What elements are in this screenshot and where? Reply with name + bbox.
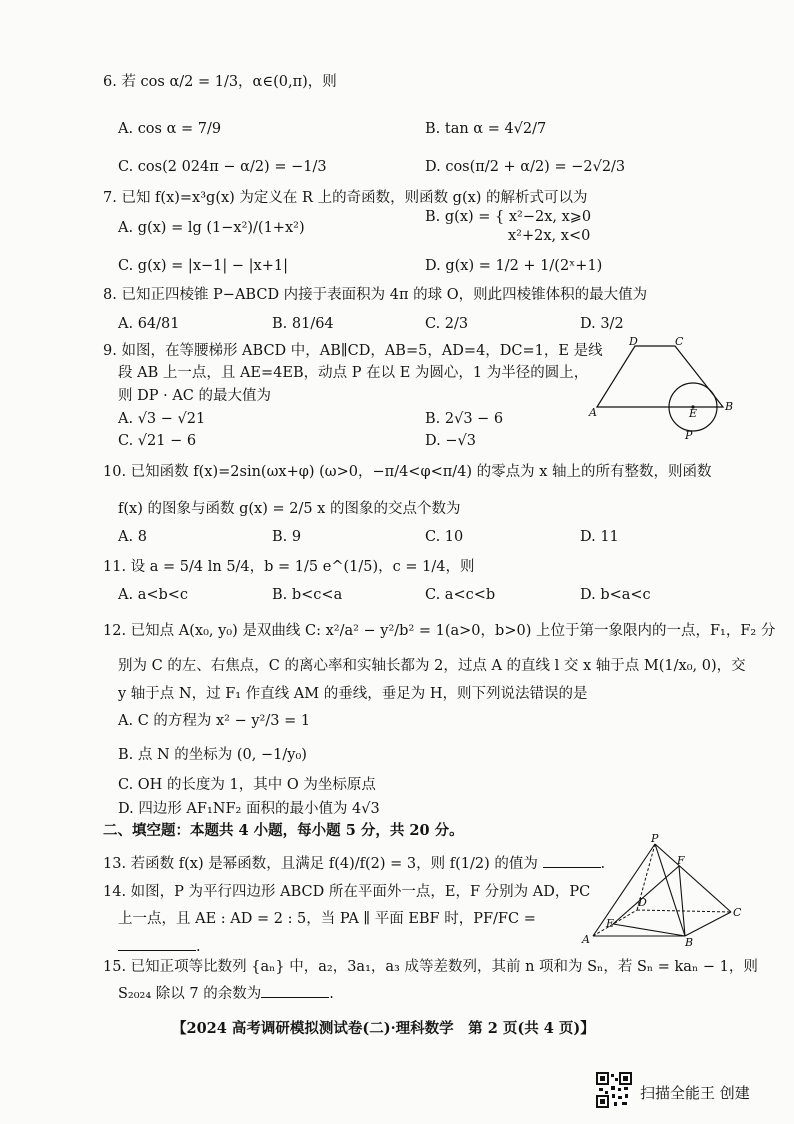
q12-stem-line2: 别为 C 的左、右焦点，C 的离心率和实轴长都为 2，过点 A 的直线 l 交 x 轴于点 M(1/x₀, 0)，交 — [118, 658, 746, 674]
q12-option-b: B. 点 N 的坐标为 (0, −1/y₀) — [118, 747, 307, 763]
label-e: E — [606, 917, 615, 930]
q10-stem-line2: f(x) 的图象与函数 g(x) = 2/5 x 的图象的交点个数为 — [118, 501, 461, 517]
q12-stem-line1: 12. 已知点 A(x₀, y₀) 是双曲线 C: x²/a² − y²/b² = 1(a>0，b>0) 上位于第一象限内的一点，F₁，F₂ 分 — [103, 623, 776, 639]
q12-stem-line3: y 轴于点 N，过 F₁ 作直线 AM 的垂线，垂足为 H，则下列说法错误的是 — [118, 686, 588, 702]
q7-option-b-line1: B. g(x) = { x²−2x, x⩾0 — [425, 209, 592, 225]
q11-option-b: B. b<c<a — [272, 587, 343, 603]
label-e: E — [689, 407, 698, 420]
q8-option-a: A. 64/81 — [118, 316, 180, 332]
q8-option-c: C. 2/3 — [425, 316, 469, 332]
q9-stem-line1: 9. 如图，在等腰梯形 ABCD 中，AB∥CD，AB=5，AD=4，DC=1，E 是线 — [103, 343, 603, 359]
q10-option-a: A. 8 — [118, 529, 147, 545]
scanner-watermark: 扫描全能王 创建 — [640, 1084, 750, 1102]
q8-stem: 8. 已知正四棱锥 P−ABCD 内接于表面积为 4π 的球 O，则此四棱锥体积的最大值为 — [103, 287, 648, 303]
q9-option-d: D. −√3 — [425, 433, 476, 449]
q15-stem-line2: S₂₀₂₄ 除以 7 的余数为 . — [118, 983, 334, 1003]
q7-option-b-line2: x²+2x, x<0 — [508, 228, 591, 244]
q8-option-d: D. 3/2 — [580, 316, 624, 332]
label-p: P — [651, 832, 659, 845]
q6-option-b: B. tan α = 4√2/7 — [425, 121, 547, 137]
q11-option-a: A. a<b<c — [118, 587, 189, 603]
q11-option-c: C. a<c<b — [425, 587, 496, 603]
q9-trapezoid-figure — [585, 335, 740, 445]
label-a: A — [589, 406, 597, 419]
q11-option-d: D. b<a<c — [580, 587, 651, 603]
q14-answer-blank[interactable] — [118, 936, 196, 951]
q10-option-b: B. 9 — [272, 529, 302, 545]
q8-option-b: B. 81/64 — [272, 316, 334, 332]
q7-option-d: D. g(x) = 1/2 + 1/(2ˣ+1) — [425, 258, 603, 274]
q9-stem-line3: 则 DP · AC 的最大值为 — [118, 388, 271, 404]
q15-stem-line1: 15. 已知正项等比数列 {aₙ} 中，a₂，3a₁，a₃ 成等差数列，其前 n 项和为 Sₙ，若 Sₙ = kaₙ − 1，则 — [103, 959, 758, 975]
qr-code-icon — [596, 1072, 632, 1108]
q11-stem: 11. 设 a = 5/4 ln 5/4，b = 1/5 e^(1/5)，c = 1/4，则 — [103, 559, 475, 575]
q7-option-c: C. g(x) = |x−1| − |x+1| — [118, 258, 288, 274]
label-f: F — [677, 854, 685, 867]
q10-option-c: C. 10 — [425, 529, 464, 545]
label-d: D — [638, 896, 647, 909]
q15-text: S₂₀₂₄ 除以 7 的余数为 — [118, 986, 262, 1002]
q10-option-d: D. 11 — [580, 529, 619, 545]
q6-option-c: C. cos(2 024π − α/2) = −1/3 — [118, 159, 327, 175]
q6-option-a: A. cos α = 7/9 — [118, 121, 222, 137]
q14-stem-line2: 上一点，且 AE : AD = 2 : 5，当 PA ∥ 平面 EBF 时，PF/FC = — [118, 911, 536, 927]
q9-option-c: C. √21 − 6 — [118, 433, 197, 449]
q6-option-d: D. cos(π/2 + α/2) = −2√2/3 — [425, 159, 626, 175]
section-fill-in-heading: 二、填空题：本题共 4 小题，每小题 5 分，共 20 分。 — [103, 822, 464, 839]
label-d: D — [629, 335, 638, 348]
q14-pyramid-figure — [575, 832, 745, 950]
q15-answer-blank[interactable] — [261, 983, 329, 998]
q7-option-a: A. g(x) = lg (1−x²)/(1+x²) — [118, 220, 305, 236]
q12-option-c: C. OH 的长度为 1，其中 O 为坐标原点 — [118, 777, 376, 793]
q9-option-b: B. 2√3 − 6 — [425, 411, 504, 427]
label-a: A — [582, 933, 590, 946]
q12-option-d: D. 四边形 AF₁NF₂ 面积的最小值为 4√3 — [118, 801, 380, 817]
trapezoid-abcd — [597, 346, 723, 407]
label-b: B — [725, 400, 734, 413]
q14-stem-line1: 14. 如图，P 为平行四边形 ABCD 所在平面外一点，E，F 分别为 AD，PC — [103, 884, 591, 900]
q6-stem: 6. 若 cos α/2 = 1/3，α∈(0,π)，则 — [103, 74, 337, 90]
q9-stem-line2: 段 AB 上一点，且 AE=4EB，动点 P 在以 E 为圆心，1 为半径的圆上， — [118, 365, 589, 381]
page-footer: 【2024 高考调研模拟测试卷(二)·理科数学 第 2 页(共 4 页)】 — [172, 1020, 595, 1037]
label-c: C — [733, 906, 742, 919]
label-b: B — [685, 936, 694, 949]
q10-stem-line1: 10. 已知函数 f(x)=2sin(ωx+φ) (ω>0，−π/4<φ<π/4) 的零点为 x 轴上的所有整数，则函数 — [103, 464, 712, 480]
label-c: C — [675, 335, 684, 348]
label-p: P — [685, 429, 693, 442]
q13-stem: 13. 若函数 f(x) 是幂函数，且满足 f(4)/f(2) = 3，则 f(1/2) 的值为 . — [103, 853, 605, 873]
q7-stem: 7. 已知 f(x)=x³g(x) 为定义在 R 上的奇函数，则函数 g(x) 的解析式可以为 — [103, 190, 588, 206]
q9-option-a: A. √3 − √21 — [118, 411, 206, 427]
q13-text: 13. 若函数 f(x) 是幂函数，且满足 f(4)/f(2) = 3，则 f(1/2) 的值为 — [103, 856, 538, 872]
q12-option-a: A. C 的方程为 x² − y²/3 = 1 — [118, 713, 311, 729]
q14-answer-line: . — [118, 936, 201, 956]
